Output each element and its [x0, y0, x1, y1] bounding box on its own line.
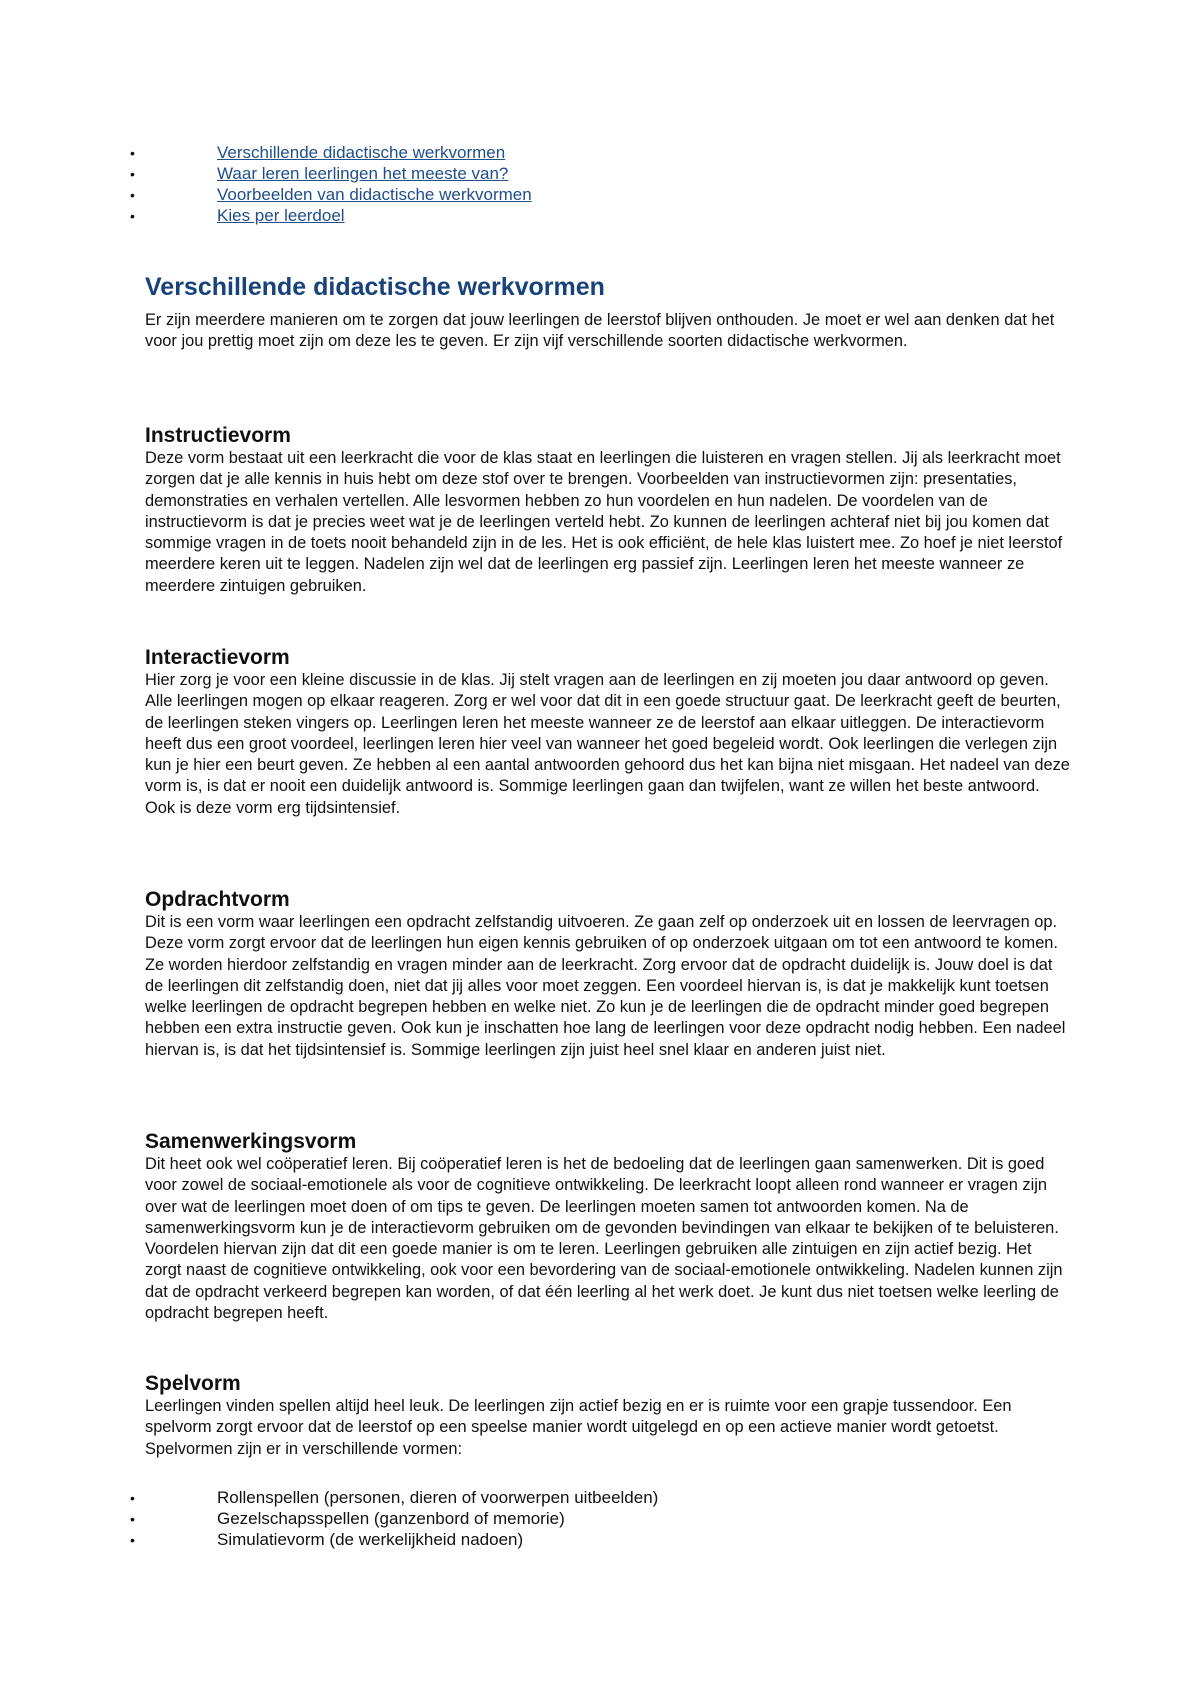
bullet: • — [130, 166, 135, 182]
bullet: • — [130, 1490, 135, 1506]
section-opdrachtvorm — [145, 888, 1070, 1061]
section-interactievorm — [145, 646, 1070, 819]
table-of-contents — [125, 142, 1025, 226]
section-spelvorm — [145, 1372, 1070, 1460]
section-body: Hier zorg je voor een kleine discussie in de klas. Jij stelt vragen aan de leerlingen en zij moeten jou daar antwoord op geven. Alle leerlingen mogen op elkaar reageren. Zorg er wel voor dat dit in een goede structuur gaat. De leerkracht geeft de beurten, de leerlingen steken vingers op. Leerlingen leren het meeste wanneer ze de leerstof aan elkaar uitleggen. De interactievorm heeft dus een groot voordeel, leerlingen leren hier veel van wanneer het goed begeleid wordt. Ook leerlingen die verlegen zijn kun je hier een beurt geven. Ze hebben al een aantal antwoorden gehoord dus het kan bijna niet misgaan. Het nadeel van deze vorm is, is dat er nooit een duidelijk antwoord is. Sommige leerlingen gaan dan twijfelen, want ze willen het beste antwoord. Ook is deze vorm erg tijdsintensief. — [145, 671, 1070, 817]
toc-link-voorbeelden[interactable]: Voorbeelden van didactische werkvormen — [217, 185, 532, 204]
section-instructievorm — [145, 424, 1070, 597]
toc-item — [125, 163, 1025, 184]
list-item-label: Gezelschapsspellen (ganzenbord of memorie) — [217, 1509, 565, 1528]
bullet: • — [130, 145, 135, 161]
page-title: Verschillende didactische werkvormen — [145, 273, 605, 301]
section-heading: Opdrachtvorm — [145, 888, 290, 911]
game-types-list — [125, 1487, 1025, 1550]
section-body: Deze vorm bestaat uit een leerkracht die voor de klas staat en leerlingen die luisteren en vragen stellen. Jij als leerkracht moet zorgen dat je alle kennis in huis hebt om deze stof over te brengen. Voorbeelden van instructievormen zijn: presentaties, demonstraties en verhalen vertellen. Alle lesvormen hebben zo hun voordelen en hun nadelen. De voordelen van de instructievorm is dat je precies weet wat je de leerlingen verteld hebt. Zo kunnen de leerlingen achteraf niet bij jou komen dat sommige vragen in de toets nooit behandeld zijn in de les. Het is ook efficiënt, de hele klas luistert mee. Zo hoef je niet leerstof meerdere keren uit te leggen. Nadelen zijn wel dat de leerlingen erg passief zijn. Leerlingen leren het meeste wanneer ze meerdere zintuigen gebruiken. — [145, 449, 1063, 595]
section-body: Leerlingen vinden spellen altijd heel leuk. De leerlingen zijn actief bezig en er is ruimte voor een grapje tussendoor. Een spelvorm zorgt ervoor dat de leerstof op een speelse manier wordt uitgelegd en op een actieve manier wordt getoetst. Spelvormen zijn er in verschillende vormen: — [145, 1397, 1012, 1458]
section-body: Dit is een vorm waar leerlingen een opdracht zelfstandig uitvoeren. Ze gaan zelf op onderzoek uit en lossen de leervragen op. Deze vorm zorgt ervoor dat de leerlingen hun eigen kennis gebruiken of op onderzoek uitgaan om tot een antwoord te komen. Ze worden hierdoor zelfstandig en vragen minder aan de leerkracht. Zorg ervoor dat de opdracht duidelijk is. Jouw doel is dat de leerlingen dit zelfstandig doen, niet dat jij alles voor moet zeggen. Een voordeel hiervan is, is dat je makkelijk kunt toetsen welke leerlingen de opdracht begrepen hebben en welke niet. Zo kun je de leerlingen die de opdracht minder goed begrepen hebben een extra instructie geven. Ook kun je inschatten hoe lang de leerlingen voor deze opdracht nodig hebben. Een nadeel hiervan is, is dat het tijdsintensief is. Sommige leerlingen zijn juist heel snel klaar en anderen juist niet. — [145, 913, 1066, 1059]
list-item — [125, 1508, 1025, 1529]
toc-item — [125, 205, 1025, 226]
section-heading: Samenwerkingsvorm — [145, 1130, 357, 1153]
intro-paragraph: Er zijn meerdere manieren om te zorgen dat jouw leerlingen de leerstof blijven onthouden. Je moet er wel aan denken dat het voor jou prettig moet zijn om deze les te geven. Er zijn vijf verschillende soorten didactische werkvormen. — [145, 311, 1055, 351]
bullet: • — [130, 208, 135, 224]
list-item-label: Rollenspellen (personen, dieren of voorwerpen uitbeelden) — [217, 1488, 659, 1507]
bullet: • — [130, 1511, 135, 1527]
section-body: Dit heet ook wel coöperatief leren. Bij coöperatief leren is het de bedoeling dat de leerlingen gaan samenwerken. Dit is goed voor zowel de sociaal-emotionele als voor de cognitieve ontwikkeling. De leerkracht loopt alleen rond wanneer er vragen zijn over wat de leerlingen moet doen of om tips te geven. De leerlingen moeten samen tot antwoorden komen. Na de samenwerkingsvorm kun je de interactievorm gebruiken om de gevonden bevindingen van elkaar te bekijken of te beluisteren. Voordelen hiervan zijn dat dit een goede manier is om te leren. Leerlingen gebruiken alle zintuigen en zijn actief bezig. Het zorgt naast de cognitieve ontwikkeling, ook voor een bevordering van de sociaal-emotionele ontwikkeling. Nadelen kunnen zijn dat de opdracht verkeerd begrepen kan worden, of dat één leerling al het werk doet. Je kunt dus niet toetsen welke leerling de opdracht begrepen heeft. — [145, 1155, 1063, 1323]
section-heading: Instructievorm — [145, 424, 291, 447]
bullet: • — [130, 1532, 135, 1548]
list-item-label: Simulatievorm (de werkelijkheid nadoen) — [217, 1530, 524, 1549]
toc-link-kies-per-leerdoel[interactable]: Kies per leerdoel — [217, 206, 345, 225]
section-samenwerkingsvorm — [145, 1130, 1070, 1324]
toc-link-waar-leren-leerlingen[interactable]: Waar leren leerlingen het meeste van? — [217, 164, 509, 183]
bullet: • — [130, 187, 135, 203]
toc-item — [125, 142, 1025, 163]
list-item — [125, 1529, 1025, 1550]
list-item — [125, 1487, 1025, 1508]
section-heading: Interactievorm — [145, 646, 290, 669]
section-heading: Spelvorm — [145, 1372, 241, 1395]
toc-link-verschillende-werkvormen[interactable]: Verschillende didactische werkvormen — [217, 143, 506, 162]
toc-item — [125, 184, 1025, 205]
